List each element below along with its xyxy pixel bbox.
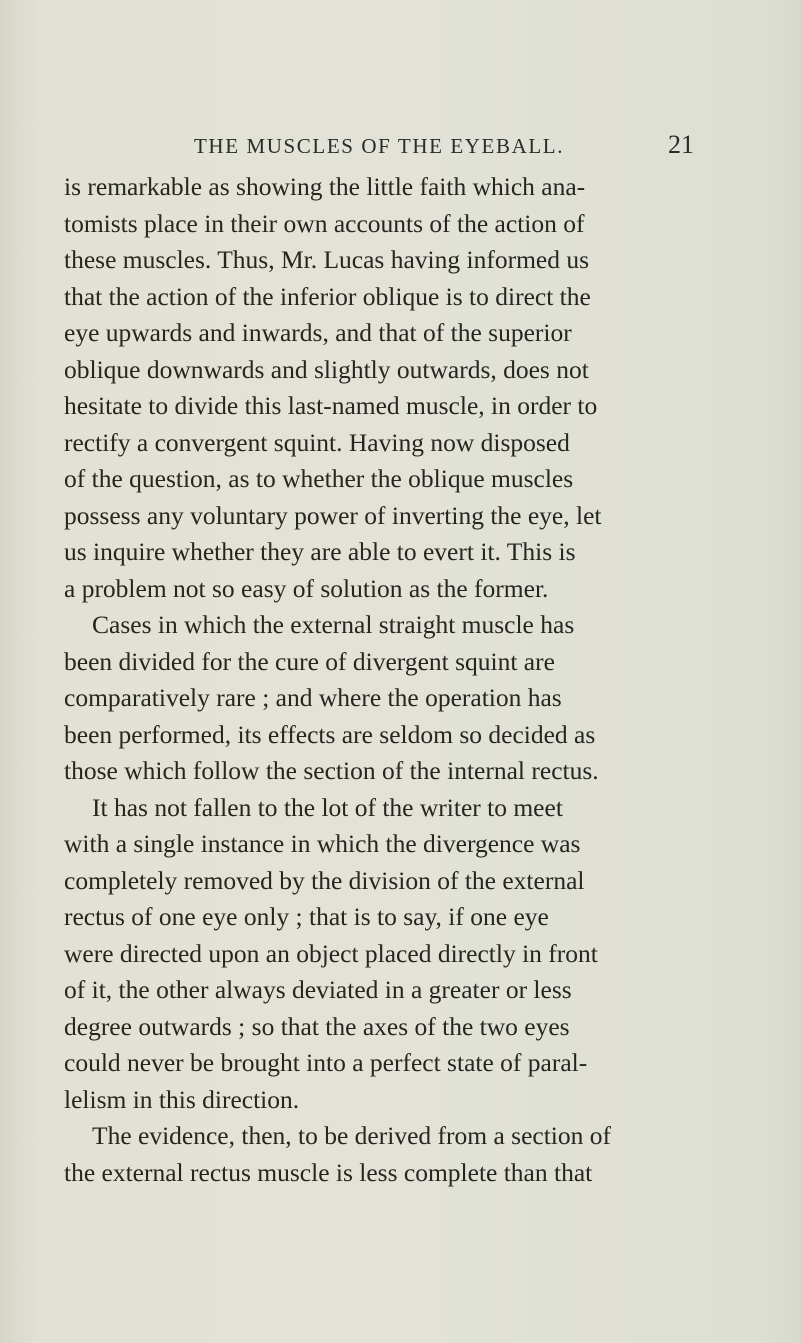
text-line: completely removed by the division of the external	[64, 865, 585, 895]
text-line: is remarkable as showing the little faith which ana-	[64, 172, 586, 201]
text-line: been performed, its effects are seldom so decided as	[64, 719, 596, 749]
text-line: those which follow the section of the internal rectus.	[64, 756, 599, 785]
text-line: could never be brought into a perfect state of paral-	[64, 1048, 588, 1077]
text-line: lelism in this direction.	[64, 1084, 300, 1114]
text-line: were directed upon an object placed directly in front	[64, 938, 598, 968]
text-line: the external rectus muscle is less complete than that	[64, 1157, 593, 1187]
text-line: comparatively rare ; and where the operation has	[64, 683, 562, 712]
text-line: of the question, as to whether the oblique muscles	[64, 464, 574, 493]
text-line: a problem not so easy of solution as the former.	[64, 573, 549, 603]
text-line: rectify a convergent squint. Having now disposed	[64, 427, 570, 457]
paragraph-start-line: It has not fallen to the lot of the writer to meet	[92, 792, 563, 822]
text-line: these muscles. Thus, Mr. Lucas having informed us	[64, 245, 590, 274]
text-line: hesitate to divide this last-named muscle, in order to	[64, 391, 598, 420]
text-line: eye upwards and inwards, and that of the superior	[64, 318, 572, 347]
text-line: been divided for the cure of divergent squint are	[64, 646, 555, 676]
text-line: of it, the other always deviated in a greater or less	[64, 975, 572, 1004]
running-head	[194, 130, 694, 164]
text-line: degree outwards ; so that the axes of the two eyes	[64, 1011, 570, 1041]
page-number: 21	[668, 130, 694, 159]
text-line: with a single instance in which the divergence was	[64, 829, 581, 858]
paragraph-start-line: Cases in which the external straight muscle has	[92, 610, 575, 639]
text-line: oblique downwards and slightly outwards, does not	[64, 354, 589, 384]
running-title: THE MUSCLES OF THE EYEBALL.	[194, 134, 565, 158]
text-line: tomists place in their own accounts of the action of	[64, 208, 585, 238]
paragraph-start-line: The evidence, then, to be derived from a section of	[92, 1121, 612, 1150]
text-line: rectus of one eye only ; that is to say, if one eye	[64, 902, 549, 931]
text-line: that the action of the inferior oblique is to direct the	[64, 281, 591, 311]
text-line: possess any voluntary power of inverting the eye, let	[64, 500, 602, 530]
text-line: us inquire whether they are able to evert it. This is	[64, 537, 576, 566]
